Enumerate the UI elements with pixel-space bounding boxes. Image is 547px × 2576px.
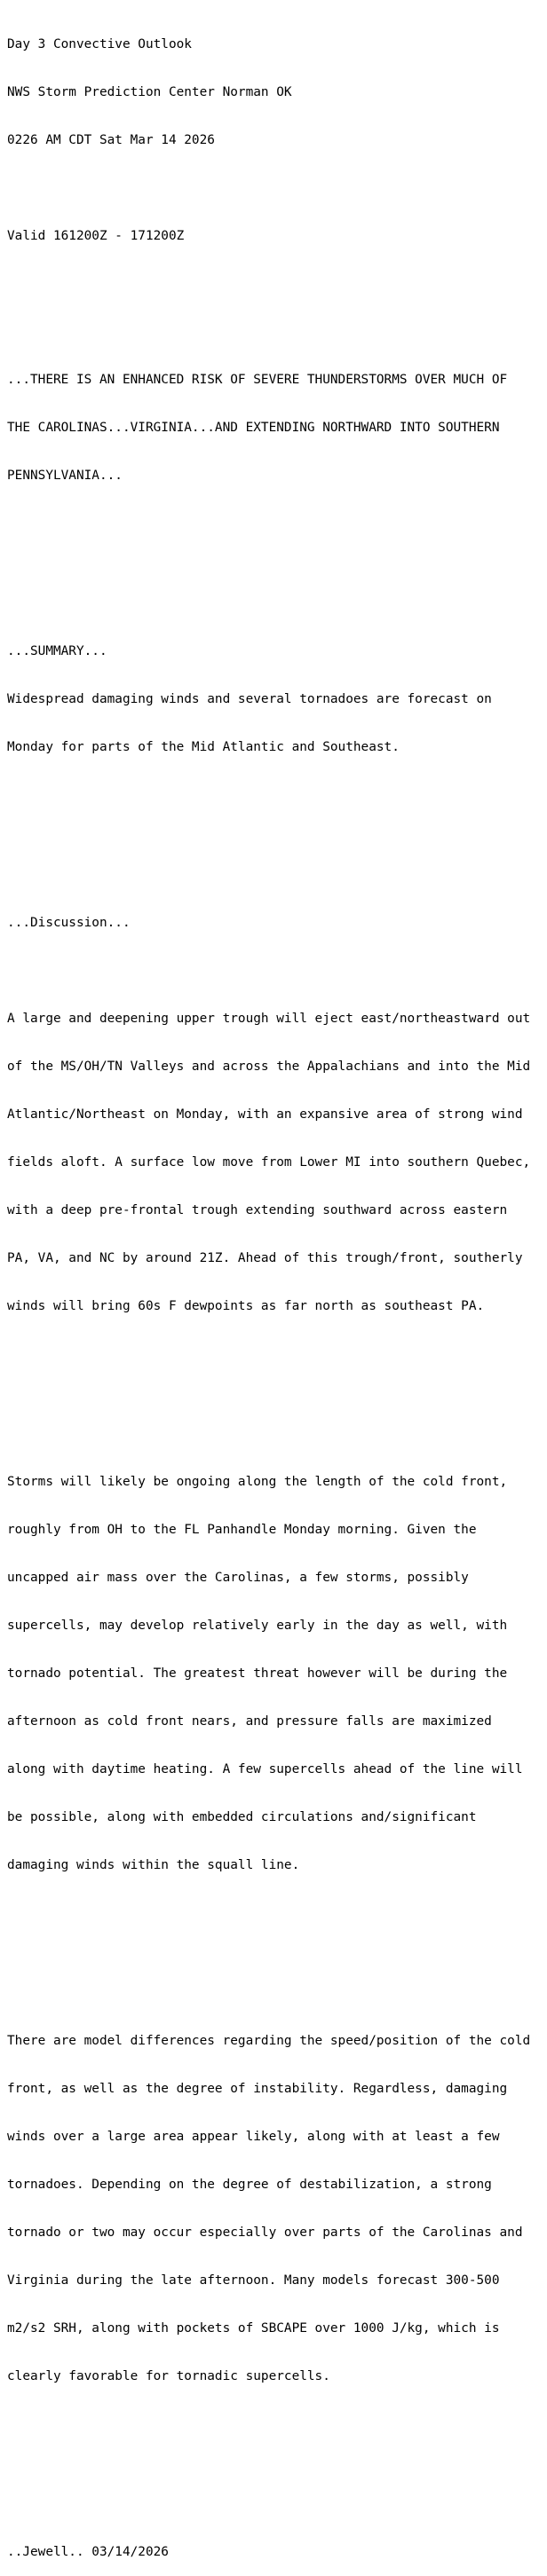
discussion-heading: ...Discussion... bbox=[7, 916, 131, 930]
discussion-line: of the MS/OH/TN Valleys and across the Appalachians and into the Mid bbox=[7, 1060, 531, 1074]
discussion-line: Atlantic/Northeast on Monday, with an expansive area of strong wind bbox=[7, 1107, 523, 1122]
headline-line: THE CAROLINAS...VIRGINIA...AND EXTENDING NORTHWARD INTO SOUTHERN bbox=[7, 421, 500, 435]
spacer bbox=[7, 276, 547, 292]
discussion-line: front, as well as the degree of instability. Regardless, damaging bbox=[7, 2082, 508, 2096]
discussion-line: winds over a large area appear likely, along with at least a few bbox=[7, 2130, 500, 2144]
summary-section bbox=[7, 611, 547, 787]
spacer bbox=[7, 180, 547, 196]
discussion-line: uncapped air mass over the Carolinas, a few storms, possibly bbox=[7, 1571, 469, 1585]
discussion-paragraph-1 bbox=[7, 979, 547, 1346]
headline-line: ...THERE IS AN ENHANCED RISK OF SEVERE THUNDERSTORMS OVER MUCH OF bbox=[7, 373, 508, 387]
discussion-line: with a deep pre-frontal trough extending southward across eastern bbox=[7, 1203, 508, 1217]
summary-line: Monday for parts of the Mid Atlantic and Southeast. bbox=[7, 740, 400, 754]
discussion-paragraph-2 bbox=[7, 1442, 547, 1905]
issuing-office: NWS Storm Prediction Center Norman OK bbox=[7, 85, 292, 99]
valid-period: Valid 161200Z - 171200Z bbox=[7, 229, 185, 243]
summary-line: Widespread damaging winds and several tornadoes are forecast on bbox=[7, 692, 492, 706]
spacer bbox=[7, 819, 547, 835]
issue-time: 0226 AM CDT Sat Mar 14 2026 bbox=[7, 133, 215, 147]
spacer bbox=[7, 547, 547, 563]
spacer bbox=[7, 2480, 547, 2496]
spacer bbox=[7, 1937, 547, 1953]
discussion-line: roughly from OH to the FL Panhandle Monday morning. Given the bbox=[7, 1523, 477, 1537]
discussion-line: afternoon as cold front nears, and pressure falls are maximized bbox=[7, 1714, 492, 1729]
discussion-line: m2/s2 SRH, along with pockets of SBCAPE over 1000 J/kg, which is bbox=[7, 2321, 500, 2336]
headline-line: PENNSYLVANIA... bbox=[7, 469, 123, 483]
discussion-line: along with daytime heating. A few supercells ahead of the line will bbox=[7, 1762, 523, 1776]
spacer bbox=[7, 1378, 547, 1394]
headline bbox=[7, 340, 547, 516]
summary-heading: ...SUMMARY... bbox=[7, 644, 107, 658]
discussion-line: winds will bring 60s F dewpoints as far north as southeast PA. bbox=[7, 1299, 485, 1313]
discussion-line: PA, VA, and NC by around 21Z. Ahead of this trough/front, southerly bbox=[7, 1251, 523, 1265]
discussion-paragraph-3 bbox=[7, 2001, 547, 2416]
discussion-line: tornadoes. Depending on the degree of destabilization, a strong bbox=[7, 2178, 492, 2192]
discussion-line: Storms will likely be ongoing along the length of the cold front, bbox=[7, 1475, 508, 1489]
discussion-line: A large and deepening upper trough will eject east/northeastward out bbox=[7, 1012, 531, 1026]
discussion-line: supercells, may develop relatively early in the day as well, with bbox=[7, 1619, 508, 1633]
discussion-line: There are model differences regarding the speed/position of the cold bbox=[7, 2034, 531, 2048]
discussion-line: clearly favorable for tornadic supercells. bbox=[7, 2369, 330, 2383]
discussion-line: tornado or two may occur especially over parts of the Carolinas and bbox=[7, 2225, 523, 2240]
discussion-line: tornado potential. The greatest threat however will be during the bbox=[7, 1666, 508, 1681]
discussion-line: Virginia during the late afternoon. Many models forecast 300-500 bbox=[7, 2273, 500, 2288]
discussion-line: fields aloft. A surface low move from Lower MI into southern Quebec, bbox=[7, 1155, 531, 1170]
discussion-line: damaging winds within the squall line. bbox=[7, 1858, 300, 1872]
outlook-title: Day 3 Convective Outlook bbox=[7, 37, 192, 51]
discussion-line: be possible, along with embedded circulations and/significant bbox=[7, 1810, 477, 1824]
forecaster-signature: ..Jewell.. 03/14/2026 bbox=[7, 2545, 169, 2559]
discussion-section bbox=[7, 883, 547, 2448]
